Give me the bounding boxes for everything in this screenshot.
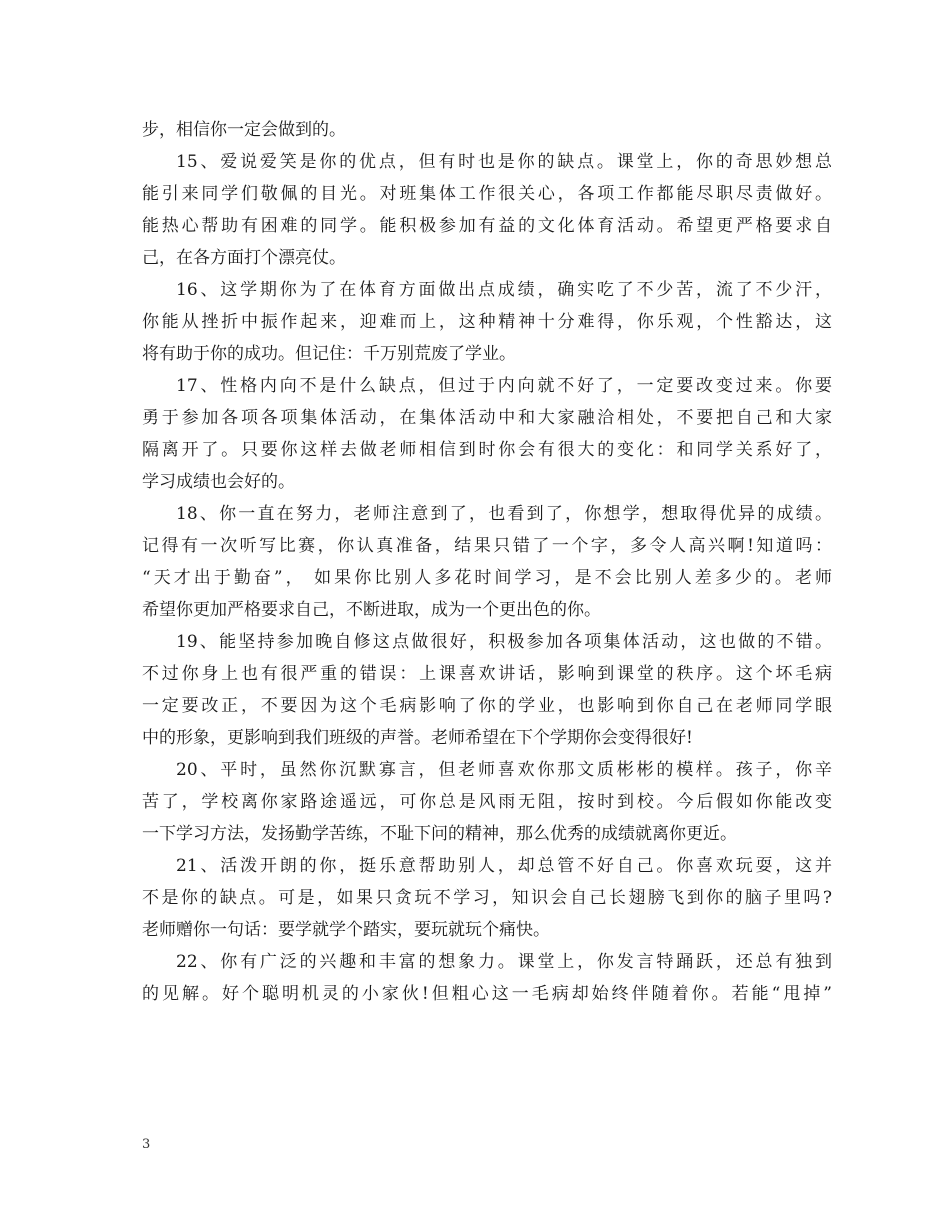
text-line: 20、平时，虽然你沉默寡言，但老师喜欢你那文质彬彬的模样。孩子，你辛	[176, 760, 832, 780]
text-line: 21、活泼开朗的你，挺乐意帮助别人，却总管不好自己。你喜欢玩耍，这并	[176, 856, 832, 876]
text-line: 你能从挫折中振作起来，迎难而上，这种精神十分难得，你乐观，个性豁达，这	[142, 312, 832, 332]
text-line: 己，在各方面打个漂亮仗。	[142, 248, 346, 268]
text-line: 18、你一直在努力，老师注意到了，也看到了，你想学，想取得优异的成绩。	[176, 504, 832, 524]
text-line: 能引来同学们敬佩的目光。对班集体工作很关心，各项工作都能尽职尽责做好。	[142, 184, 832, 204]
text-line: 15、爱说爱笑是你的优点，但有时也是你的缺点。课堂上，你的奇思妙想总	[176, 152, 832, 172]
text-line: 的见解。好个聪明机灵的小家伙!但粗心这一毛病却始终伴随着你。若能“甩掉”	[142, 984, 832, 1004]
text-line: 能热心帮助有困难的同学。能积极参加有益的文化体育活动。希望更严格要求自	[142, 216, 832, 236]
text-line: “天才出于勤奋”， 如果你比别人多花时间学习，是不会比别人差多少的。老师	[142, 568, 832, 588]
text-line: 苦了，学校离你家路途遥远，可你总是风雨无阻，按时到校。今后假如你能改变	[142, 792, 832, 812]
document-body	[142, 114, 832, 1010]
text-line: 22、你有广泛的兴趣和丰富的想象力。课堂上，你发言特踊跃，还总有独到	[176, 952, 832, 972]
text-line: 19、能坚持参加晚自修这点做很好，积极参加各项集体活动，这也做的不错。	[176, 632, 832, 652]
text-line: 步，相信你一定会做到的。	[142, 120, 346, 140]
text-line: 勇于参加各项各项集体活动，在集体活动中和大家融洽相处，不要把自己和大家	[142, 408, 832, 428]
text-line: 一定要改正，不要因为这个毛病影响了你的学业，也影响到你自己在老师同学眼	[142, 696, 832, 716]
text-line: 隔离开了。只要你这样去做老师相信到时你会有很大的变化：和同学关系好了，	[142, 440, 832, 460]
text-line: 17、性格内向不是什么缺点，但过于内向就不好了，一定要改变过来。你要	[176, 376, 832, 396]
text-line: 将有助于你的成功。但记住：千万别荒废了学业。	[142, 344, 516, 364]
text-line: 不是你的缺点。可是，如果只贪玩不学习，知识会自己长翅膀飞到你的脑子里吗?	[142, 888, 832, 908]
text-line: 老师赠你一句话：要学就学个踏实，要玩就玩个痛快。	[142, 920, 550, 940]
text-line: 不过你身上也有很严重的错误：上课喜欢讲话，影响到课堂的秩序。这个坏毛病	[142, 664, 832, 684]
text-line: 中的形象，更影响到我们班级的声誉。老师希望在下个学期你会变得很好!	[142, 728, 693, 748]
page-number: 3	[142, 1137, 151, 1152]
text-line: 学习成绩也会好的。	[142, 472, 295, 492]
text-line: 一下学习方法，发扬勤学苦练，不耻下问的精神，那么优秀的成绩就离你更近。	[142, 824, 737, 844]
text-line: 希望你更加严格要求自己，不断进取，成为一个更出色的你。	[142, 600, 601, 620]
text-line: 记得有一次听写比赛，你认真准备，结果只错了一个字，多令人高兴啊!知道吗：	[142, 536, 832, 556]
text-line: 16、这学期你为了在体育方面做出点成绩，确实吃了不少苦，流了不少汗，	[176, 280, 832, 300]
